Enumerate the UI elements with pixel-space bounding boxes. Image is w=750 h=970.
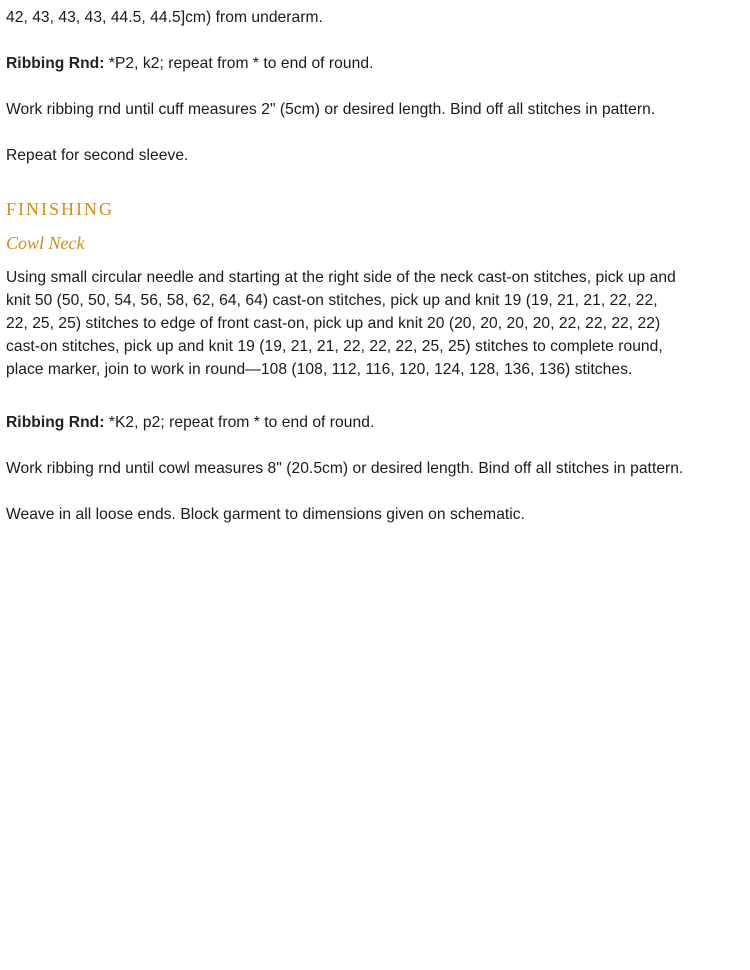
- cowl-line-4: cast-on stitches, pick up and knit 19 (19, 21, 21, 22, 22, 22, 25, 25) stitches to complete round,: [6, 338, 663, 355]
- finishing-heading: FINISHING: [6, 199, 114, 219]
- cowl-line-5: place marker, join to work in round—108 (108, 112, 116, 120, 124, 128, 136, 136) stitches.: [6, 361, 633, 378]
- cowl-line-2: knit 50 (50, 50, 54, 56, 58, 62, 64, 64) cast-on stitches, pick up and knit 19 (19, 21, 21, 22, 22,: [6, 292, 658, 309]
- cowl-line-1: Using small circular needle and starting at the right side of the neck cast-on stitches, pick up and: [6, 269, 676, 286]
- cowl-neck-instructions: [6, 266, 744, 381]
- cowl-neck-subheading: Cowl Neck: [6, 233, 85, 253]
- sleeve-work-ribbing-text: Work ribbing rnd until cuff measures 2" (5cm) or desired length. Bind off all stitches in pattern.: [6, 101, 656, 118]
- sleeve-continuation-text: 42, 43, 43, 43, 44.5, 44.5]cm) from underarm.: [6, 9, 323, 26]
- sleeve-ribbing-label: Ribbing Rnd:: [6, 55, 105, 72]
- weave-ends-text: Weave in all loose ends. Block garment to dimensions given on schematic.: [6, 506, 526, 523]
- cowl-ribbing-instruction: [6, 411, 744, 434]
- sleeve-ribbing-text: *P2, k2; repeat from * to end of round.: [104, 55, 374, 72]
- cowl-work-ribbing-text: Work ribbing rnd until cowl measures 8" (20.5cm) or desired length. Bind off all stitches in pattern.: [6, 460, 684, 477]
- sleeve-ribbing-instruction: [6, 52, 744, 75]
- cowl-ribbing-label: Ribbing Rnd:: [6, 414, 105, 431]
- cowl-line-3: 22, 25, 25) stitches to edge of front cast-on, pick up and knit 20 (20, 20, 20, 20, 22, 22, 22, 22): [6, 315, 661, 332]
- sleeve-repeat-text: Repeat for second sleeve.: [6, 147, 189, 164]
- cowl-ribbing-text: *K2, p2; repeat from * to end of round.: [104, 414, 375, 431]
